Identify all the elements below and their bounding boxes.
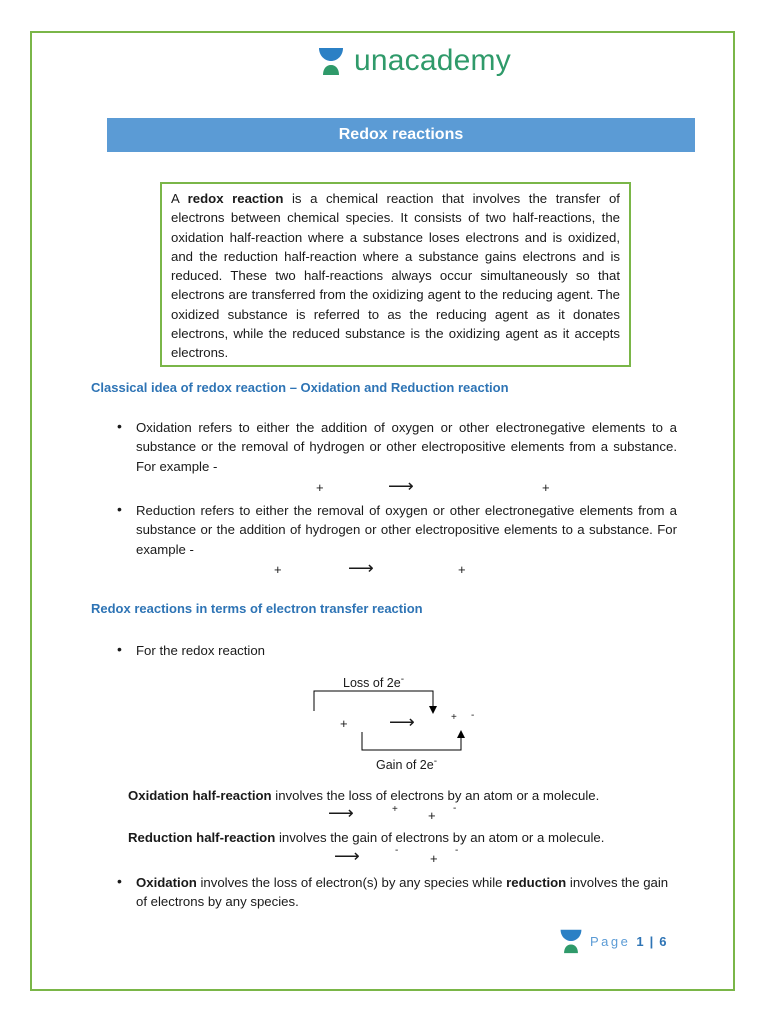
diagram-plus: + bbox=[340, 716, 348, 731]
eq1-arrow: ⟶ bbox=[388, 476, 414, 496]
page-total: 6 bbox=[659, 933, 667, 949]
page-separator: | bbox=[649, 933, 654, 949]
bullet-dot: • bbox=[117, 501, 122, 517]
page-title: Redox reactions bbox=[107, 118, 695, 152]
redox-reaction-intro: For the redox reaction bbox=[136, 643, 266, 658]
oxidation-eq-sup-minus: - bbox=[453, 803, 457, 814]
redox-summary: Oxidation involves the loss of electron(s) by any species while reduction involves the gain of electrons by any species. bbox=[136, 875, 669, 910]
bullet-dot: • bbox=[117, 873, 122, 889]
eq1-plus-2: + bbox=[542, 480, 550, 495]
eq2-plus: + bbox=[274, 562, 282, 577]
unacademy-footer-icon bbox=[558, 928, 584, 954]
reduction-eq-plus: + bbox=[430, 851, 438, 866]
oxidation-eq-plus: + bbox=[428, 808, 436, 823]
oxidation-eq-sup-plus: + bbox=[392, 804, 398, 815]
definition-text: is a chemical reaction that involves the transfer of electrons between chemical species. It consists of two half-reactions, the oxidation half-reaction where a substance loses electrons and is oxidized, and the reduction half-reaction where a substance gains electrons and is reduced. These two half-reactions always occur simultaneously so that electrons are transferred from the oxidizing agent to the reducing agent. The oxidized substance is referred to as the reducing agent as it donates electrons, while the reduced substance is the oxidizing agent as it accepts electrons. bbox=[171, 191, 620, 361]
section-heading-electron-transfer: Redox reactions in terms of electron transfer reaction bbox=[91, 601, 423, 616]
diagram-ion-plus: + bbox=[451, 712, 457, 723]
definition-term: redox reaction bbox=[187, 191, 284, 206]
eq2-arrow: ⟶ bbox=[348, 558, 374, 578]
section-heading-classical: Classical idea of redox reaction – Oxidation and Reduction reaction bbox=[91, 380, 509, 395]
loss-of-electrons-label: Loss of 2e- bbox=[343, 674, 405, 691]
page-number: 1 bbox=[636, 933, 644, 949]
reduction-eq-sup-minus: - bbox=[395, 845, 399, 856]
gain-of-electrons-label: Gain of 2e- bbox=[376, 756, 438, 773]
page-footer bbox=[558, 928, 666, 954]
reduction-eq-arrow: ⟶ bbox=[334, 846, 360, 866]
electron-transfer-diagram bbox=[300, 668, 500, 776]
definition-prefix: A bbox=[171, 191, 180, 206]
oxidation-definition: Oxidation refers to either the addition of oxygen or other electronegative elements to a substance or the removal of hydrogen or other electropositive elements from a substance. For example - bbox=[136, 420, 677, 474]
logo-text: unacademy bbox=[354, 44, 511, 77]
page-word: Page bbox=[590, 933, 631, 949]
eq1-plus: + bbox=[316, 480, 324, 495]
diagram-ion-minus: - bbox=[471, 710, 475, 721]
eq2-plus-2: + bbox=[458, 562, 466, 577]
reduction-half-reaction: Reduction half-reaction involves the gain of electrons by an atom or a molecule. bbox=[128, 830, 605, 845]
diagram-arrow: ⟶ bbox=[389, 712, 415, 732]
reduction-eq-sup-minus-2: - bbox=[455, 845, 459, 856]
bullet-dot: • bbox=[117, 418, 122, 434]
unacademy-logo-icon bbox=[318, 46, 344, 76]
oxidation-eq-arrow: ⟶ bbox=[328, 803, 354, 823]
unacademy-logo bbox=[318, 44, 511, 78]
oxidation-half-reaction: Oxidation half-reaction involves the loss of electrons by an atom or a molecule. bbox=[128, 788, 600, 803]
bullet-dot: • bbox=[117, 641, 122, 657]
reduction-definition: Reduction refers to either the removal of oxygen or other electronegative elements from a substance or the addition of hydrogen or other electropositive elements to a substance. For example - bbox=[136, 503, 677, 557]
definition-box bbox=[160, 182, 631, 367]
